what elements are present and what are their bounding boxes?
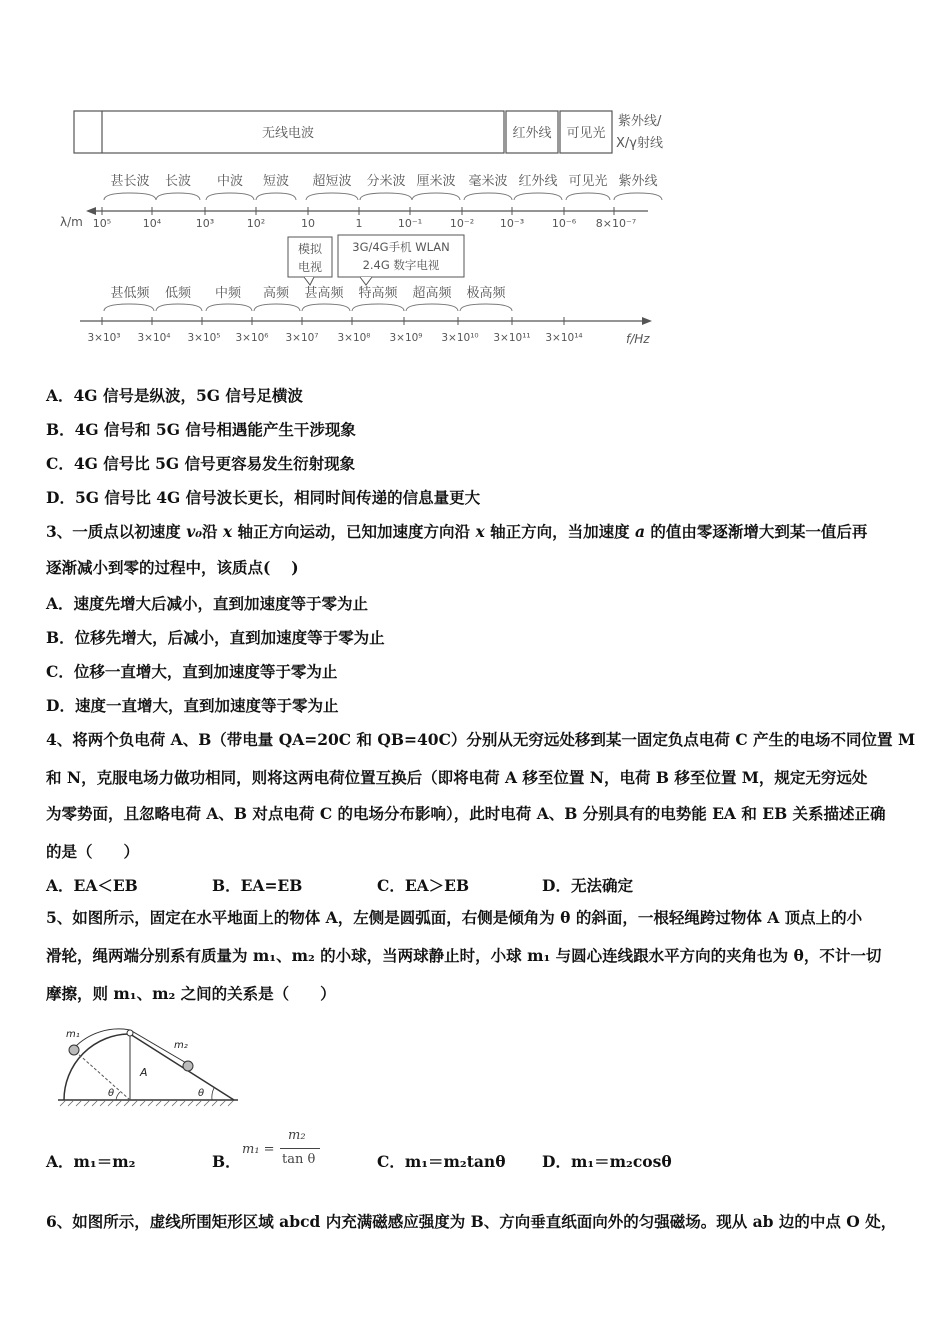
wavelength-tick-labels bbox=[93, 217, 636, 230]
band-infrared: 红外线 bbox=[512, 126, 552, 141]
q2-option-c: C．4G 信号比 5G 信号更容易发生衍射现象 bbox=[46, 454, 356, 473]
wavelength-tick: 10⁻⁶ bbox=[551, 217, 577, 230]
q5-stem-line3: 摩擦，则 m₁、m₂ 之间的关系是（ ） bbox=[46, 984, 336, 1003]
wave-name: 厘米波 bbox=[416, 174, 456, 189]
wave-name: 中波 bbox=[216, 174, 244, 189]
q5-option-b-prefix: B． bbox=[212, 1152, 241, 1171]
q4-option-b: B．EA=EB bbox=[212, 876, 303, 895]
wave-name: 超短波 bbox=[312, 174, 352, 189]
q3-stem-line1: 3、一质点以初速度 v₀沿 x 轴正方向运动，已知加速度方向沿 x 轴正方向，当加速度 a 的值由零逐渐增大到某一值后再 bbox=[46, 522, 868, 541]
freq-name: 甚低频 bbox=[110, 286, 150, 301]
callout-mobile-2: 2.4G 数字电视 bbox=[362, 258, 440, 272]
wave-name: 分米波 bbox=[366, 174, 406, 189]
band-xray: X/γ射线 bbox=[616, 136, 663, 151]
label-A: A bbox=[140, 1066, 148, 1079]
freq-name: 高频 bbox=[262, 286, 290, 301]
freq-name: 低频 bbox=[164, 286, 192, 301]
q4-option-c: C．EA＞EB bbox=[377, 876, 470, 895]
label-theta-left: θ bbox=[108, 1088, 115, 1099]
wave-name: 红外线 bbox=[518, 174, 558, 189]
q2-option-b: B．4G 信号和 5G 信号相遇能产生干涉现象 bbox=[46, 420, 356, 439]
freq-name: 特高频 bbox=[358, 286, 398, 301]
freq-tick: 3×10⁹ bbox=[389, 332, 423, 344]
freq-tick: 3×10¹⁰ bbox=[441, 332, 479, 344]
q3-option-a: A．速度先增大后减小，直到加速度等于零为止 bbox=[46, 594, 369, 613]
label-theta-right: θ bbox=[198, 1088, 205, 1099]
freq-tick: 3×10⁷ bbox=[285, 332, 319, 344]
label-m2: m₂ bbox=[174, 1040, 188, 1051]
q5-stem-line1: 5、如图所示，固定在水平地面上的物体 A，左侧是圆弧面，右侧是倾角为 θ 的斜面，一根轻绳跨过物体 A 顶点上的小 bbox=[46, 908, 863, 927]
wavelength-tick: 10⁵ bbox=[92, 217, 112, 230]
q4-stem-line2: 和 N，克服电场力做功相同，则将这两电荷位置互换后（即将电荷 A 移至位置 N，电荷 B 移至位置 M，规定无穷远处 bbox=[46, 768, 868, 787]
wavelength-tick: 8×10⁻⁷ bbox=[595, 217, 637, 230]
freq-tick: 3×10³ bbox=[87, 332, 121, 344]
spectrum-figure bbox=[60, 105, 690, 355]
freq-name-labels bbox=[110, 285, 506, 301]
label-m1: m₁ bbox=[66, 1029, 80, 1040]
q4-stem-line1: 4、将两个负电荷 A、B（带电量 QA=20C 和 QB=40C）分别从无穷远处移到某一固定负点电荷 C 产生的电场不同位置 M bbox=[46, 730, 916, 749]
freq-tick: 3×10⁴ bbox=[137, 332, 171, 344]
freq-tick: 3×10¹⁴ bbox=[545, 332, 583, 344]
freq-tick: 3×10¹¹ bbox=[493, 332, 531, 344]
q4-option-a: A．EA＜EB bbox=[46, 876, 138, 895]
q3-option-c: C．位移一直增大，直到加速度等于零为止 bbox=[46, 662, 338, 681]
q6-stem-line1: 6、如图所示，虚线所围矩形区域 abcd 内充满磁感应强度为 B、方向垂直纸面向外的匀强磁场。现从 ab 边的中点 O 处， bbox=[46, 1212, 897, 1231]
band-visible: 可见光 bbox=[566, 126, 606, 141]
wave-name: 毫米波 bbox=[468, 174, 508, 189]
freq-name: 极高频 bbox=[466, 286, 506, 301]
wavelength-tick: 10² bbox=[246, 217, 266, 230]
wavelength-axis-label: λ/m bbox=[60, 215, 83, 229]
wavelength-tick: 10³ bbox=[195, 217, 215, 230]
freq-name: 甚高频 bbox=[304, 286, 344, 301]
callout-analog-tv-2: 电视 bbox=[297, 260, 323, 274]
formula-fraction-bar bbox=[280, 1148, 320, 1149]
wave-name: 可见光 bbox=[568, 174, 608, 189]
q4-stem-line3: 为零势面，且忽略电荷 A、B 对点电荷 C 的电场分布影响），此时电荷 A、B 分别具有的电势能 EA 和 EB 关系描述正确 bbox=[46, 804, 886, 823]
freq-tick-labels bbox=[87, 332, 582, 344]
q3-option-b: B．位移先增大，后减小，直到加速度等于零为止 bbox=[46, 628, 385, 647]
freq-tick: 3×10⁸ bbox=[337, 332, 371, 344]
callout-mobile-1: 3G/4G手机 WLAN bbox=[352, 240, 450, 254]
formula-numerator: m₂ bbox=[288, 1128, 306, 1143]
q2-option-a: A．4G 信号是纵波，5G 信号足横波 bbox=[46, 386, 303, 405]
q5-stem-line2: 滑轮，绳两端分别系有质量为 m₁、m₂ 的小球，当两球静止时，小球 m₁ 与圆心连线跟水平方向的夹角也为 θ，不计一切 bbox=[46, 946, 882, 965]
q4-option-d: D．无法确定 bbox=[542, 876, 633, 895]
q5-option-d: D．m₁＝m₂cosθ bbox=[542, 1152, 672, 1171]
wave-name: 甚长波 bbox=[110, 174, 150, 189]
wavelength-tick: 10 bbox=[301, 217, 315, 230]
wave-name: 紫外线 bbox=[618, 174, 658, 189]
wavelength-tick: 10⁻² bbox=[449, 217, 475, 230]
freq-tick: 3×10⁵ bbox=[187, 332, 221, 344]
band-radio: 无线电波 bbox=[261, 126, 315, 141]
wavelength-tick: 10⁻¹ bbox=[397, 217, 423, 230]
q5-option-a: A．m₁＝m₂ bbox=[46, 1152, 136, 1171]
q4-stem-line4: 的是（ ） bbox=[46, 842, 140, 861]
wavelength-tick: 10⁴ bbox=[142, 217, 162, 230]
wave-name: 短波 bbox=[262, 174, 290, 189]
q3-stem-line2: 逐渐减小到零的过程中，该质点( ) bbox=[46, 558, 299, 577]
freq-axis-label: f/Hz bbox=[626, 332, 650, 346]
incline-figure bbox=[54, 1024, 244, 1110]
freq-name: 超高频 bbox=[412, 286, 452, 301]
q5-option-c: C．m₁＝m₂tanθ bbox=[377, 1152, 506, 1171]
band-uv: 紫外线/ bbox=[618, 114, 662, 129]
wavelength-tick: 1 bbox=[355, 217, 363, 230]
callout-analog-tv-1: 模拟 bbox=[297, 242, 323, 256]
q3-option-d: D．速度一直增大，直到加速度等于零为止 bbox=[46, 696, 339, 715]
wavelength-tick: 10⁻³ bbox=[499, 217, 525, 230]
wave-name-labels bbox=[110, 173, 657, 189]
formula-denominator: tan θ bbox=[282, 1152, 316, 1167]
freq-name: 中频 bbox=[214, 286, 242, 301]
freq-tick: 3×10⁶ bbox=[235, 332, 269, 344]
q2-option-d: D．5G 信号比 4G 信号波长更长，相同时间传递的信息量更大 bbox=[46, 488, 481, 507]
formula-lhs: m₁ = bbox=[242, 1142, 275, 1157]
wave-name: 长波 bbox=[164, 174, 192, 189]
